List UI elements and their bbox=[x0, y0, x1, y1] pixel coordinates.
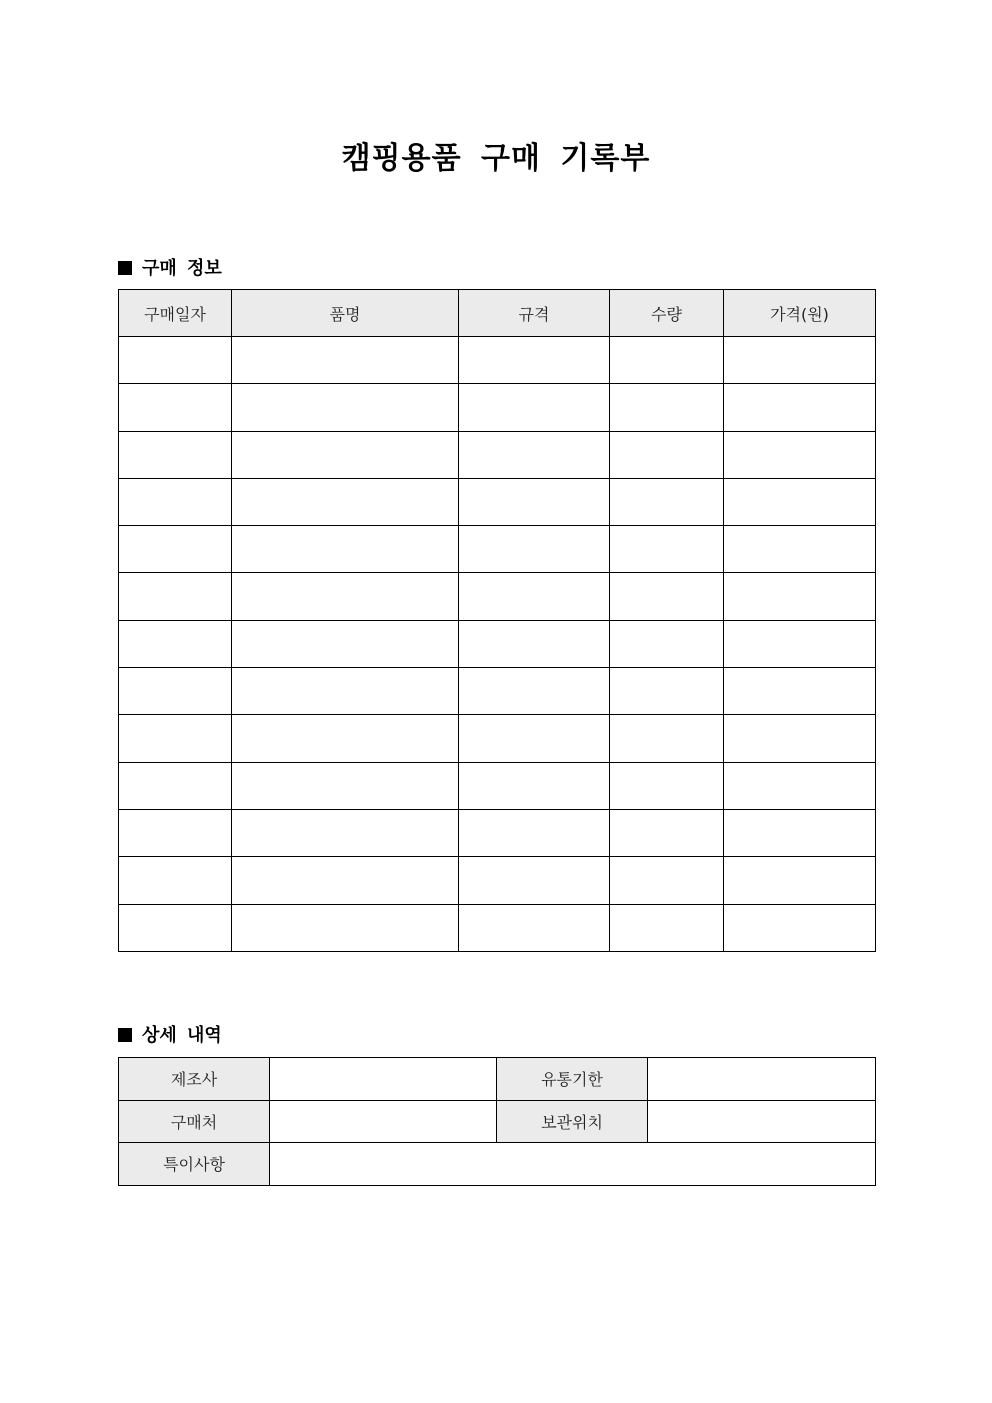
table-row bbox=[119, 573, 876, 620]
cell-item-name[interactable] bbox=[232, 715, 459, 762]
cell-price[interactable] bbox=[724, 857, 876, 904]
cell-spec[interactable] bbox=[459, 668, 610, 715]
cell-quantity[interactable] bbox=[610, 384, 724, 431]
cell-price[interactable] bbox=[724, 620, 876, 667]
field-expiry[interactable] bbox=[648, 1058, 876, 1101]
cell-item-name[interactable] bbox=[232, 573, 459, 620]
details-row bbox=[119, 1143, 876, 1186]
cell-price[interactable] bbox=[724, 384, 876, 431]
details-table bbox=[118, 1057, 876, 1186]
cell-date[interactable] bbox=[119, 573, 232, 620]
cell-date[interactable] bbox=[119, 620, 232, 667]
cell-quantity[interactable] bbox=[610, 809, 724, 856]
purchase-info-table bbox=[118, 289, 876, 952]
column-header-price: 가격(원) bbox=[724, 290, 876, 337]
table-row bbox=[119, 668, 876, 715]
table-row bbox=[119, 431, 876, 478]
cell-quantity[interactable] bbox=[610, 668, 724, 715]
cell-date[interactable] bbox=[119, 809, 232, 856]
square-bullet-icon bbox=[118, 1028, 132, 1042]
cell-quantity[interactable] bbox=[610, 715, 724, 762]
cell-price[interactable] bbox=[724, 762, 876, 809]
cell-quantity[interactable] bbox=[610, 857, 724, 904]
label-manufacturer: 제조사 bbox=[119, 1058, 270, 1101]
column-header-date: 구매일자 bbox=[119, 290, 232, 337]
cell-quantity[interactable] bbox=[610, 478, 724, 525]
table-row bbox=[119, 809, 876, 856]
label-expiry: 유통기한 bbox=[497, 1058, 648, 1101]
table-header-row bbox=[119, 290, 876, 337]
page-title: 캠핑용품 구매 기록부 bbox=[341, 141, 651, 176]
cell-spec[interactable] bbox=[459, 715, 610, 762]
cell-price[interactable] bbox=[724, 904, 876, 951]
column-header-quantity: 수량 bbox=[610, 290, 724, 337]
cell-date[interactable] bbox=[119, 337, 232, 384]
cell-spec[interactable] bbox=[459, 478, 610, 525]
cell-item-name[interactable] bbox=[232, 809, 459, 856]
section-heading-purchase-info bbox=[118, 254, 222, 280]
cell-date[interactable] bbox=[119, 431, 232, 478]
square-bullet-icon bbox=[118, 261, 132, 275]
cell-quantity[interactable] bbox=[610, 573, 724, 620]
cell-price[interactable] bbox=[724, 478, 876, 525]
cell-date[interactable] bbox=[119, 857, 232, 904]
cell-spec[interactable] bbox=[459, 904, 610, 951]
table-row bbox=[119, 904, 876, 951]
cell-item-name[interactable] bbox=[232, 762, 459, 809]
cell-date[interactable] bbox=[119, 668, 232, 715]
cell-date[interactable] bbox=[119, 715, 232, 762]
cell-quantity[interactable] bbox=[610, 620, 724, 667]
table-row bbox=[119, 715, 876, 762]
cell-item-name[interactable] bbox=[232, 337, 459, 384]
cell-price[interactable] bbox=[724, 431, 876, 478]
table-row bbox=[119, 337, 876, 384]
label-store: 구매처 bbox=[119, 1100, 270, 1143]
cell-spec[interactable] bbox=[459, 573, 610, 620]
cell-date[interactable] bbox=[119, 384, 232, 431]
cell-spec[interactable] bbox=[459, 857, 610, 904]
cell-spec[interactable] bbox=[459, 337, 610, 384]
cell-price[interactable] bbox=[724, 715, 876, 762]
cell-date[interactable] bbox=[119, 478, 232, 525]
table-row bbox=[119, 478, 876, 525]
section-heading-label: 상세 내역 bbox=[142, 1025, 222, 1046]
cell-price[interactable] bbox=[724, 809, 876, 856]
details-row bbox=[119, 1100, 876, 1143]
cell-spec[interactable] bbox=[459, 809, 610, 856]
table-row bbox=[119, 762, 876, 809]
table-row bbox=[119, 526, 876, 573]
cell-quantity[interactable] bbox=[610, 337, 724, 384]
cell-quantity[interactable] bbox=[610, 431, 724, 478]
cell-date[interactable] bbox=[119, 904, 232, 951]
table-row bbox=[119, 620, 876, 667]
cell-item-name[interactable] bbox=[232, 620, 459, 667]
cell-date[interactable] bbox=[119, 762, 232, 809]
cell-item-name[interactable] bbox=[232, 857, 459, 904]
cell-quantity[interactable] bbox=[610, 526, 724, 573]
cell-spec[interactable] bbox=[459, 431, 610, 478]
label-notes: 특이사항 bbox=[119, 1143, 270, 1186]
section-heading-label: 구매 정보 bbox=[142, 258, 222, 279]
cell-spec[interactable] bbox=[459, 526, 610, 573]
cell-price[interactable] bbox=[724, 573, 876, 620]
cell-spec[interactable] bbox=[459, 384, 610, 431]
cell-price[interactable] bbox=[724, 526, 876, 573]
cell-spec[interactable] bbox=[459, 762, 610, 809]
details-row bbox=[119, 1058, 876, 1101]
cell-item-name[interactable] bbox=[232, 668, 459, 715]
cell-item-name[interactable] bbox=[232, 904, 459, 951]
cell-item-name[interactable] bbox=[232, 384, 459, 431]
field-store[interactable] bbox=[270, 1100, 497, 1143]
column-header-item-name: 품명 bbox=[232, 290, 459, 337]
field-location[interactable] bbox=[648, 1100, 876, 1143]
cell-item-name[interactable] bbox=[232, 526, 459, 573]
cell-item-name[interactable] bbox=[232, 478, 459, 525]
column-header-spec: 규격 bbox=[459, 290, 610, 337]
cell-quantity[interactable] bbox=[610, 762, 724, 809]
cell-spec[interactable] bbox=[459, 620, 610, 667]
table-row bbox=[119, 857, 876, 904]
cell-quantity[interactable] bbox=[610, 904, 724, 951]
section-heading-details bbox=[118, 1021, 222, 1047]
field-manufacturer[interactable] bbox=[270, 1058, 497, 1101]
cell-price[interactable] bbox=[724, 668, 876, 715]
cell-date[interactable] bbox=[119, 526, 232, 573]
label-location: 보관위치 bbox=[497, 1100, 648, 1143]
cell-item-name[interactable] bbox=[232, 431, 459, 478]
cell-price[interactable] bbox=[724, 337, 876, 384]
table-row bbox=[119, 384, 876, 431]
field-notes[interactable] bbox=[270, 1143, 876, 1186]
